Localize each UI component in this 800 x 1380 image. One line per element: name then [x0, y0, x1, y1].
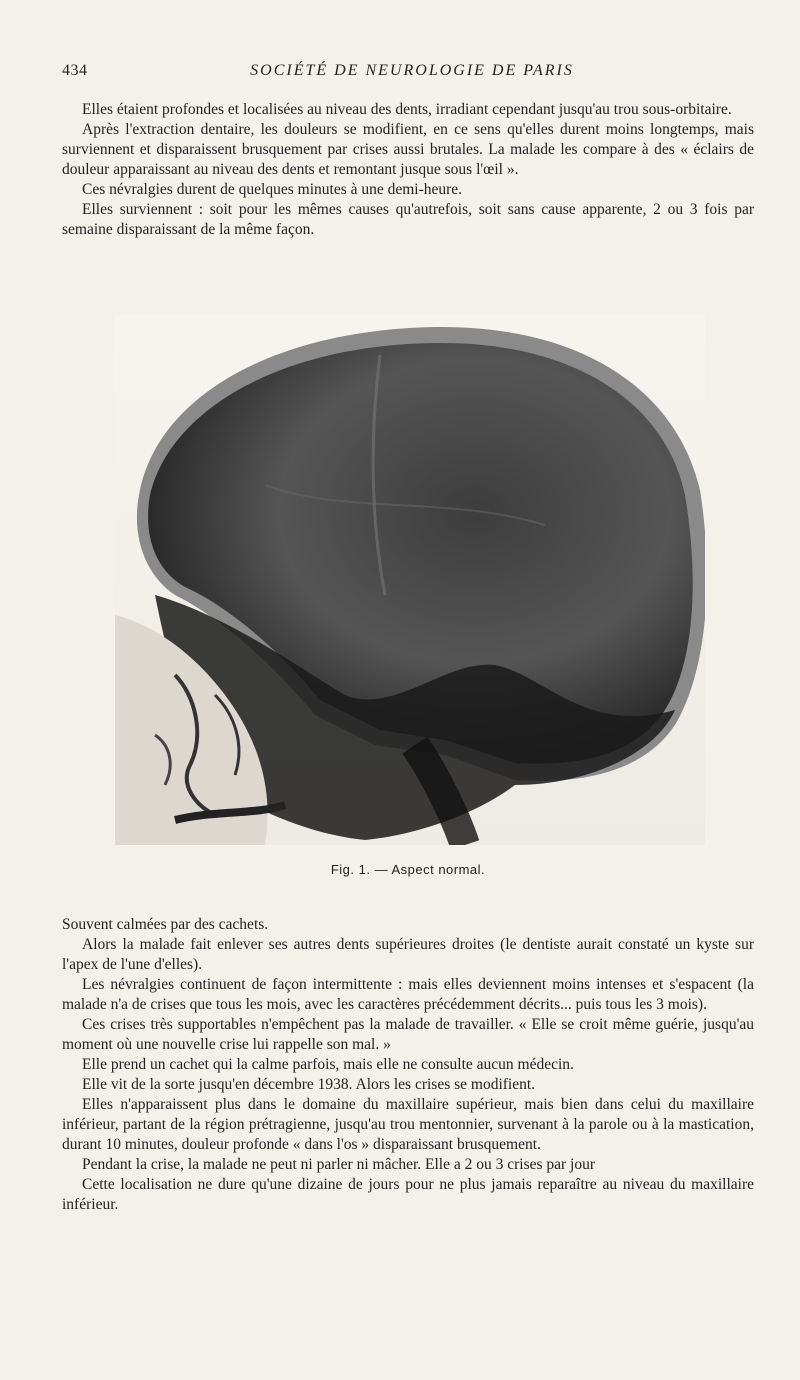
body-text-top — [62, 100, 754, 240]
paragraph: Cette localisation ne dure qu'une dizaine de jours pour ne plus jamais reparaître au niveau du maxillaire inférieur. — [62, 1176, 754, 1213]
paragraph: Elles étaient profondes et localisées au niveau des dents, irradiant cependant jusqu'au trou sous-orbitaire. — [82, 101, 732, 118]
paragraph: Elle vit de la sorte jusqu'en décembre 1938. Alors les crises se modifient. — [82, 1076, 536, 1093]
figure-caption: Fig. 1. — Aspect normal. — [330, 862, 486, 877]
paragraph: Pendant la crise, la malade ne peut ni parler ni mâcher. Elle a 2 ou 3 crises par jour — [82, 1156, 596, 1173]
page-number: 434 — [62, 62, 88, 79]
paragraph: Ces névralgies durent de quelques minutes à une demi-heure. — [82, 181, 463, 198]
skull-xray-image — [115, 315, 705, 845]
skull-xray-figure — [115, 315, 705, 845]
running-header — [62, 62, 762, 86]
paragraph: Elle prend un cachet qui la calme parfois, mais elle ne consulte aucun médecin. — [82, 1056, 574, 1073]
paragraph: Souvent calmées par des cachets. — [62, 916, 269, 933]
paragraph: Les névralgies continuent de façon intermittente : mais elles deviennent moins intenses et s'espacent (la malade n'a de crises que tous les mois, avec les caractères précédemment décrits... puis tous les 3 mois). — [62, 976, 754, 1013]
journal-title: SOCIÉTÉ DE NEUROLOGIE DE PARIS — [250, 62, 574, 79]
paragraph: Alors la malade fait enlever ses autres dents supérieures droites (le dentiste aurait constaté un kyste sur l'apex de l'une d'elles). — [62, 936, 754, 973]
paragraph: Elles n'apparaissent plus dans le domaine du maxillaire supérieur, mais bien dans celui du maxillaire inférieur, partant de la région prétragienne, jusqu'au trou mentonnier, survenant à la parole ou à la mastication, durant 10 minutes, douleur profonde « dans l'os » disparaissant brusquement. — [62, 1096, 754, 1153]
body-text-bottom — [62, 915, 754, 1215]
paragraph: Elles surviennent : soit pour les mêmes causes qu'autrefois, soit sans cause apparente, 2 ou 3 fois par semaine disparaissant de la même façon. — [62, 201, 754, 238]
paragraph: Ces crises très supportables n'empêchent pas la malade de travailler. « Elle se croit même guérie, jusqu'au moment où une nouvelle crise lui rappelle son mal. » — [62, 1016, 754, 1053]
paragraph: Après l'extraction dentaire, les douleurs se modifient, en ce sens qu'elles durent moins longtemps, mais surviennent et disparaissent brusquement par crises aussi brutales. La malade les compare à des « éclairs de douleur apparaissant au niveau des dents et remontant jusque sous l'œil ». — [62, 121, 754, 178]
